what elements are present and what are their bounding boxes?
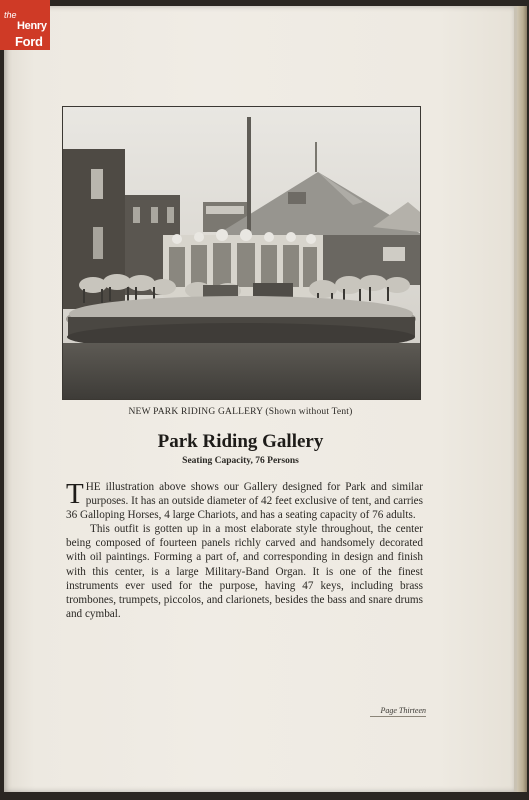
logo-ford: Ford bbox=[15, 34, 43, 49]
body-paragraph-2: This outfit is gotten up in a most elaborate style throughout, the center being composed of fourteen panels richly carved and handsomely decorated with oil paintings. Forming a part of, and corresponding in design and finish with this center, is a large Military-Band Organ. It is one of the finest instruments ever used for the purpose, having 47 keys, including brass trombones, trumpets, piccolos, and clarionets, besides the bass and snare drums and cymbal. bbox=[66, 523, 423, 620]
page-heading: Park Riding Gallery bbox=[157, 431, 324, 452]
body-paragraph-1-text: HE illustration above shows our Gallery designed for Park and similar purposes. It has an outside diameter of 42 feet exclusive of tent, and carries 36 Galloping Horses, 4 large Chariots, and has a seating capacity of 76 adults. bbox=[66, 481, 423, 522]
page-edge bbox=[517, 6, 527, 792]
body-paragraph-1 bbox=[66, 480, 423, 522]
body-text bbox=[66, 480, 423, 621]
logo-the: the bbox=[4, 10, 17, 20]
logo-henry: Henry bbox=[17, 20, 47, 32]
page-number: Page Thirteen bbox=[370, 706, 426, 717]
carousel-photo-illustration bbox=[63, 107, 420, 399]
drop-cap: T bbox=[66, 478, 84, 510]
henry-ford-logo bbox=[0, 0, 50, 50]
seating-capacity-subheading: Seating Capacity, 76 Persons bbox=[182, 456, 299, 466]
carousel-photo bbox=[62, 106, 421, 400]
photo-caption: NEW PARK RIDING GALLERY (Shown without Tent) bbox=[128, 407, 353, 417]
